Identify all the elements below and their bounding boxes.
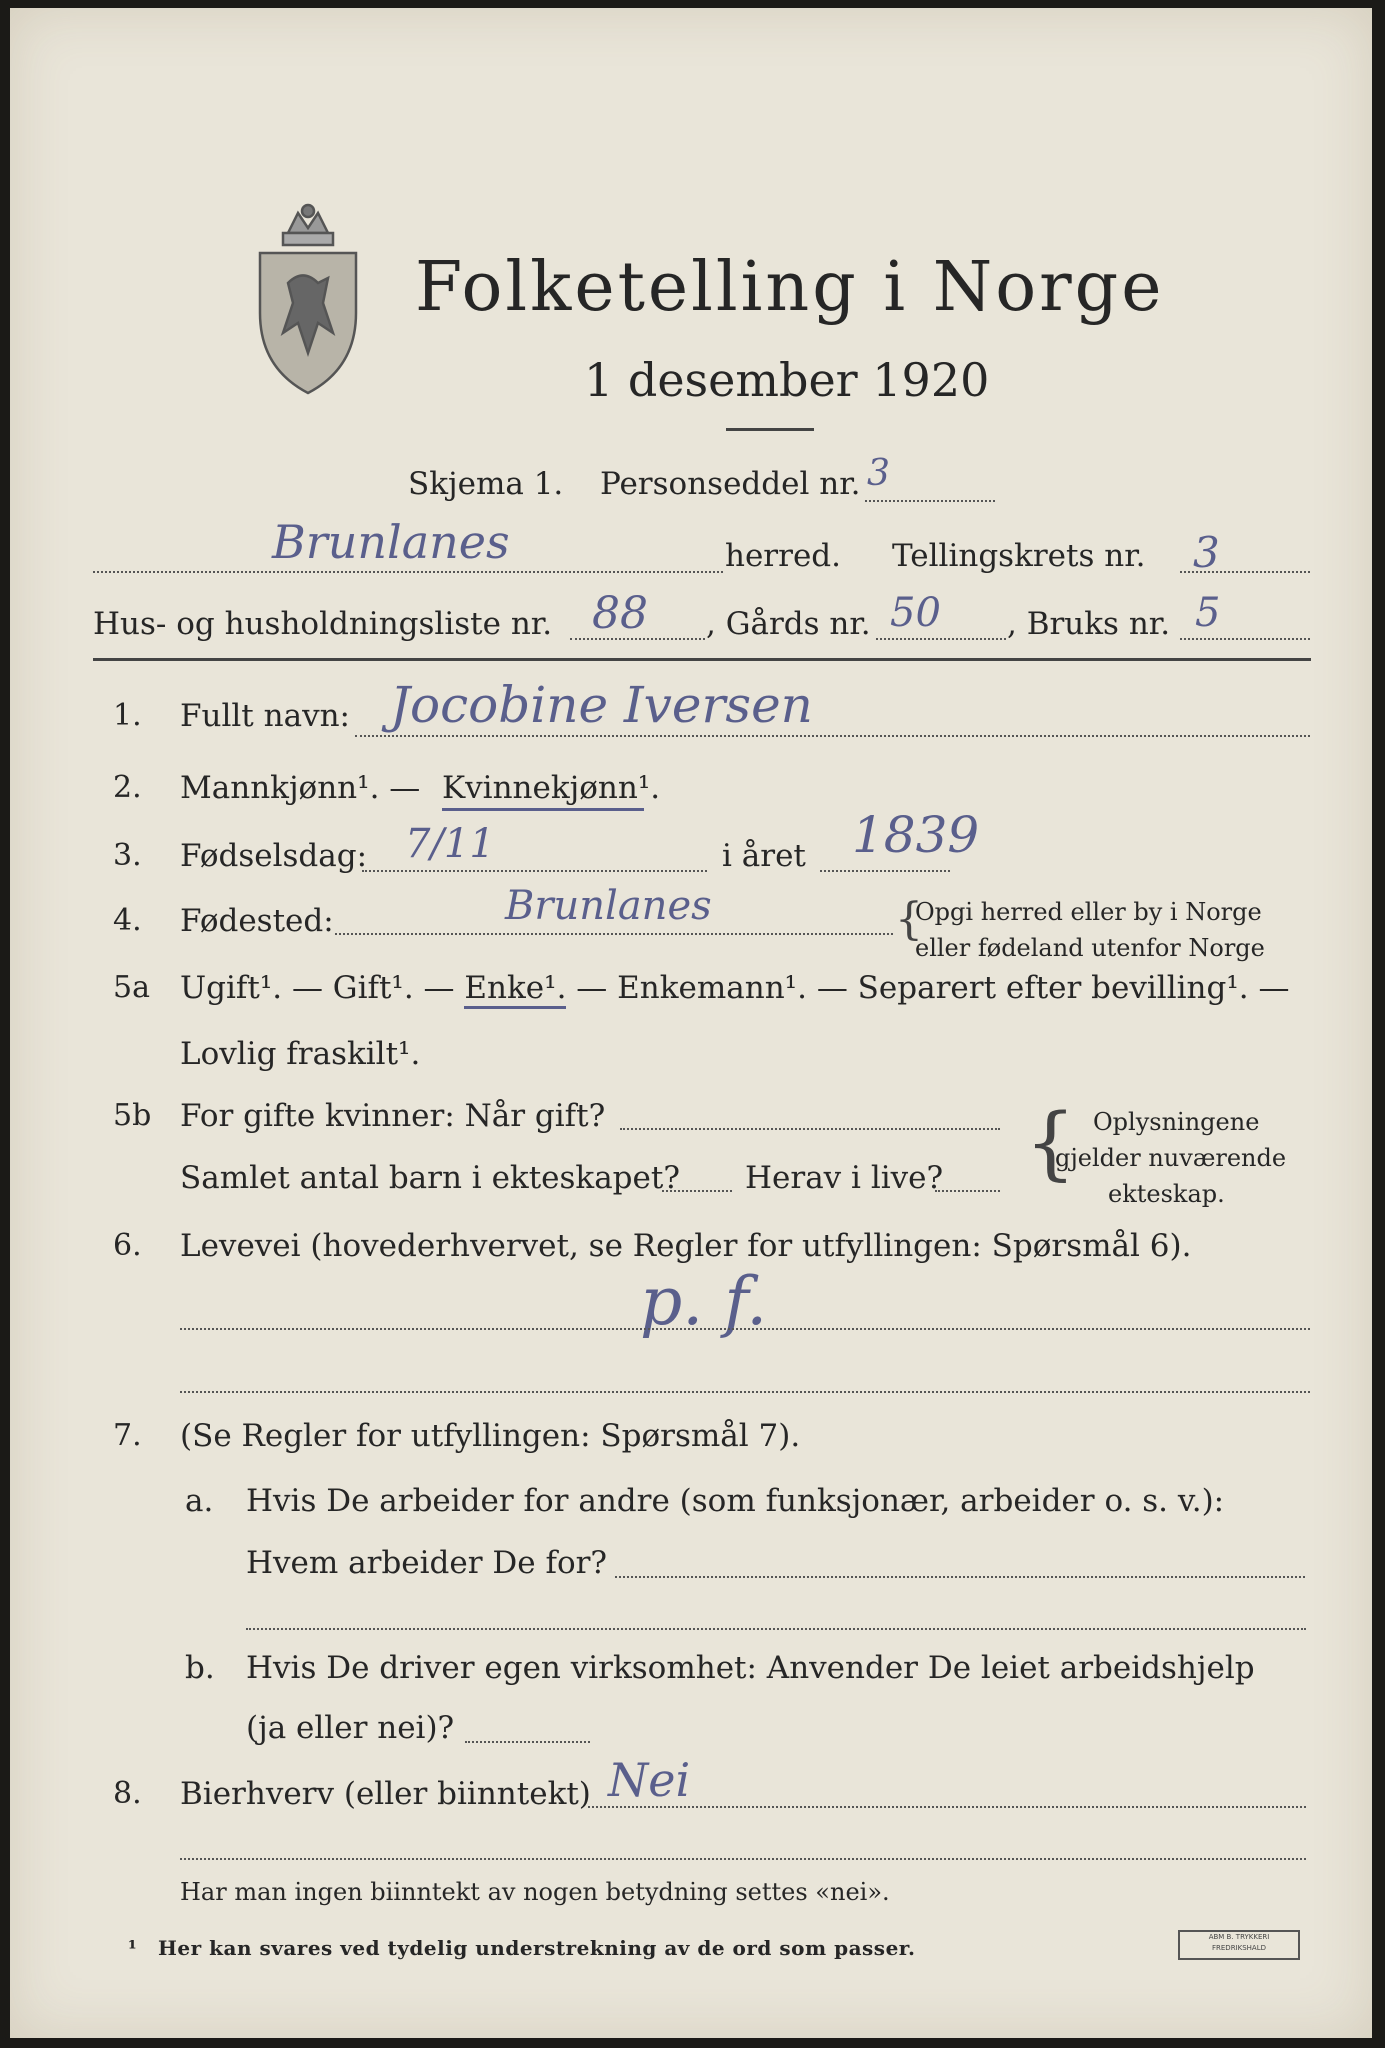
q5b-barn-line	[662, 1190, 732, 1192]
q1-label: Fullt navn:	[180, 698, 350, 734]
q8-value: Nei	[608, 1753, 691, 1807]
stamp-line-1: ABM B. TRYKKERI	[1208, 1933, 1270, 1941]
q5b-line-1: For gifte kvinner: Når gift?	[180, 1098, 606, 1134]
personseddel-value: 3	[867, 453, 890, 494]
q5a-rest: — Enkemann¹. — Separert efter bevilling¹. —	[576, 970, 1290, 1006]
stamp-line-2: FREDRIKSHALD	[1211, 1944, 1266, 1952]
tellingskrets-line	[1180, 571, 1310, 573]
q2-underline	[442, 808, 644, 811]
q5b-line-2b: Herav i live?	[745, 1160, 944, 1196]
q6-label: Levevei (hovederhvervet, se Regler for utfyllingen: Spørsmål 6).	[180, 1228, 1192, 1264]
herred-value: Brunlanes	[272, 515, 510, 569]
herred-line	[93, 571, 723, 573]
bruks-label: , Bruks nr.	[1007, 606, 1171, 642]
q5a-ugift-gift: Ugift¹. — Gift¹. —	[180, 970, 455, 1006]
q8-label: Bierhverv (eller biinntekt)	[180, 1776, 591, 1812]
biinntekt-note: Har man ingen biinntekt av nogen betydning settes «nei».	[180, 1878, 890, 1906]
header-divider	[93, 658, 1311, 661]
herred-label: herred.	[725, 538, 841, 574]
q6-number: 6.	[113, 1228, 142, 1263]
q5b-number: 5b	[113, 1098, 152, 1133]
q3-day-value: 7/11	[405, 821, 495, 867]
q7a-answer-line-1	[615, 1576, 1305, 1578]
q3-number: 3.	[113, 838, 142, 873]
personseddel-line	[865, 500, 995, 502]
gards-label: , Gårds nr.	[706, 606, 871, 642]
q7a-line-1: Hvis De arbeider for andre (som funksjonær, arbeider o. s. v.):	[246, 1483, 1225, 1519]
q5b-bracket: {	[1025, 1096, 1076, 1189]
q7b-line-1: Hvis De driver egen virksomhet: Anvender De leiet arbeidshjelp	[246, 1650, 1255, 1686]
q4-note-1: Opgi herred eller by i Norge	[915, 898, 1262, 926]
q4-note-2: eller fødeland utenfor Norge	[915, 934, 1265, 962]
q2-kvinne: Kvinnekjønn¹.	[442, 770, 661, 806]
hus-label: Hus- og husholdningsliste nr.	[93, 606, 553, 642]
q5a-number: 5a	[113, 970, 150, 1005]
form-title: Folketelling i Norge	[415, 248, 1165, 327]
q8-number: 8.	[113, 1776, 142, 1811]
schema-label: Skjema 1.	[408, 466, 564, 502]
bruks-line	[1180, 638, 1310, 640]
q3-label: Fødselsdag:	[180, 838, 368, 874]
personseddel-label: Personseddel nr.	[600, 466, 861, 502]
q2-mann: Mannkjønn¹. —	[180, 770, 421, 806]
q8-line-1	[588, 1806, 1306, 1808]
q3-day-line	[362, 870, 707, 872]
q6-value: p. f.	[640, 1263, 768, 1340]
census-form	[10, 8, 1372, 2038]
q7b-number: b.	[185, 1650, 215, 1686]
q7b-line-2: (ja eller nei)?	[246, 1710, 455, 1746]
q3-year-label: i året	[722, 838, 806, 874]
footnote-mark: ¹	[128, 1936, 137, 1960]
tellingskrets-value: 3	[1193, 528, 1220, 577]
q7-number: 7.	[113, 1418, 142, 1453]
q4-value: Brunlanes	[505, 883, 712, 929]
q5a-line-2: Lovlig fraskilt¹.	[180, 1036, 421, 1072]
q8-line-2	[180, 1858, 1306, 1860]
coat-of-arms	[248, 193, 368, 403]
q7b-answer-line	[465, 1741, 590, 1743]
hus-value: 88	[592, 588, 648, 639]
q6-line-2	[180, 1391, 1310, 1393]
q5b-live-line	[935, 1190, 1000, 1192]
gards-value: 50	[890, 590, 941, 636]
q2-number: 2.	[113, 770, 142, 805]
title-divider	[726, 428, 814, 431]
q5a-line-1	[180, 970, 1289, 1006]
census-date: 1 desember 1920	[584, 353, 990, 407]
printer-stamp	[1178, 1930, 1300, 1960]
q5b-note-2: gjelder nuværende	[1055, 1144, 1287, 1172]
q4-line	[335, 933, 893, 935]
q7a-answer-line-2	[246, 1628, 1306, 1630]
q6-line-1	[180, 1328, 1310, 1330]
q1-number: 1.	[113, 698, 142, 733]
q3-year-value: 1839	[852, 806, 980, 864]
hus-line	[570, 638, 705, 640]
gards-line	[876, 638, 1006, 640]
q4-bracket: {	[895, 894, 923, 945]
q1-value: Jocobine Iversen	[390, 676, 813, 734]
q1-line	[355, 735, 1310, 737]
q7a-line-2: Hvem arbeider De for?	[246, 1545, 608, 1581]
q5a-enke: Enke¹.	[464, 970, 566, 1009]
q5b-note-3: ekteskap.	[1108, 1180, 1225, 1208]
q4-number: 4.	[113, 903, 142, 938]
q7a-number: a.	[185, 1483, 214, 1519]
footnote-text: Her kan svares ved tydelig understrekning av de ord som passer.	[158, 1936, 916, 1960]
q5b-gift-line	[620, 1128, 1000, 1130]
q4-label: Fødested:	[180, 903, 334, 939]
q3-year-line	[820, 870, 950, 872]
q7-label: (Se Regler for utfyllingen: Spørsmål 7).	[180, 1418, 801, 1454]
q5b-line-2: Samlet antal barn i ekteskapet?	[180, 1160, 680, 1196]
tellingskrets-label: Tellingskrets nr.	[892, 538, 1146, 574]
q5b-note-1: Oplysningene	[1093, 1108, 1260, 1136]
bruks-value: 5	[1195, 590, 1221, 636]
